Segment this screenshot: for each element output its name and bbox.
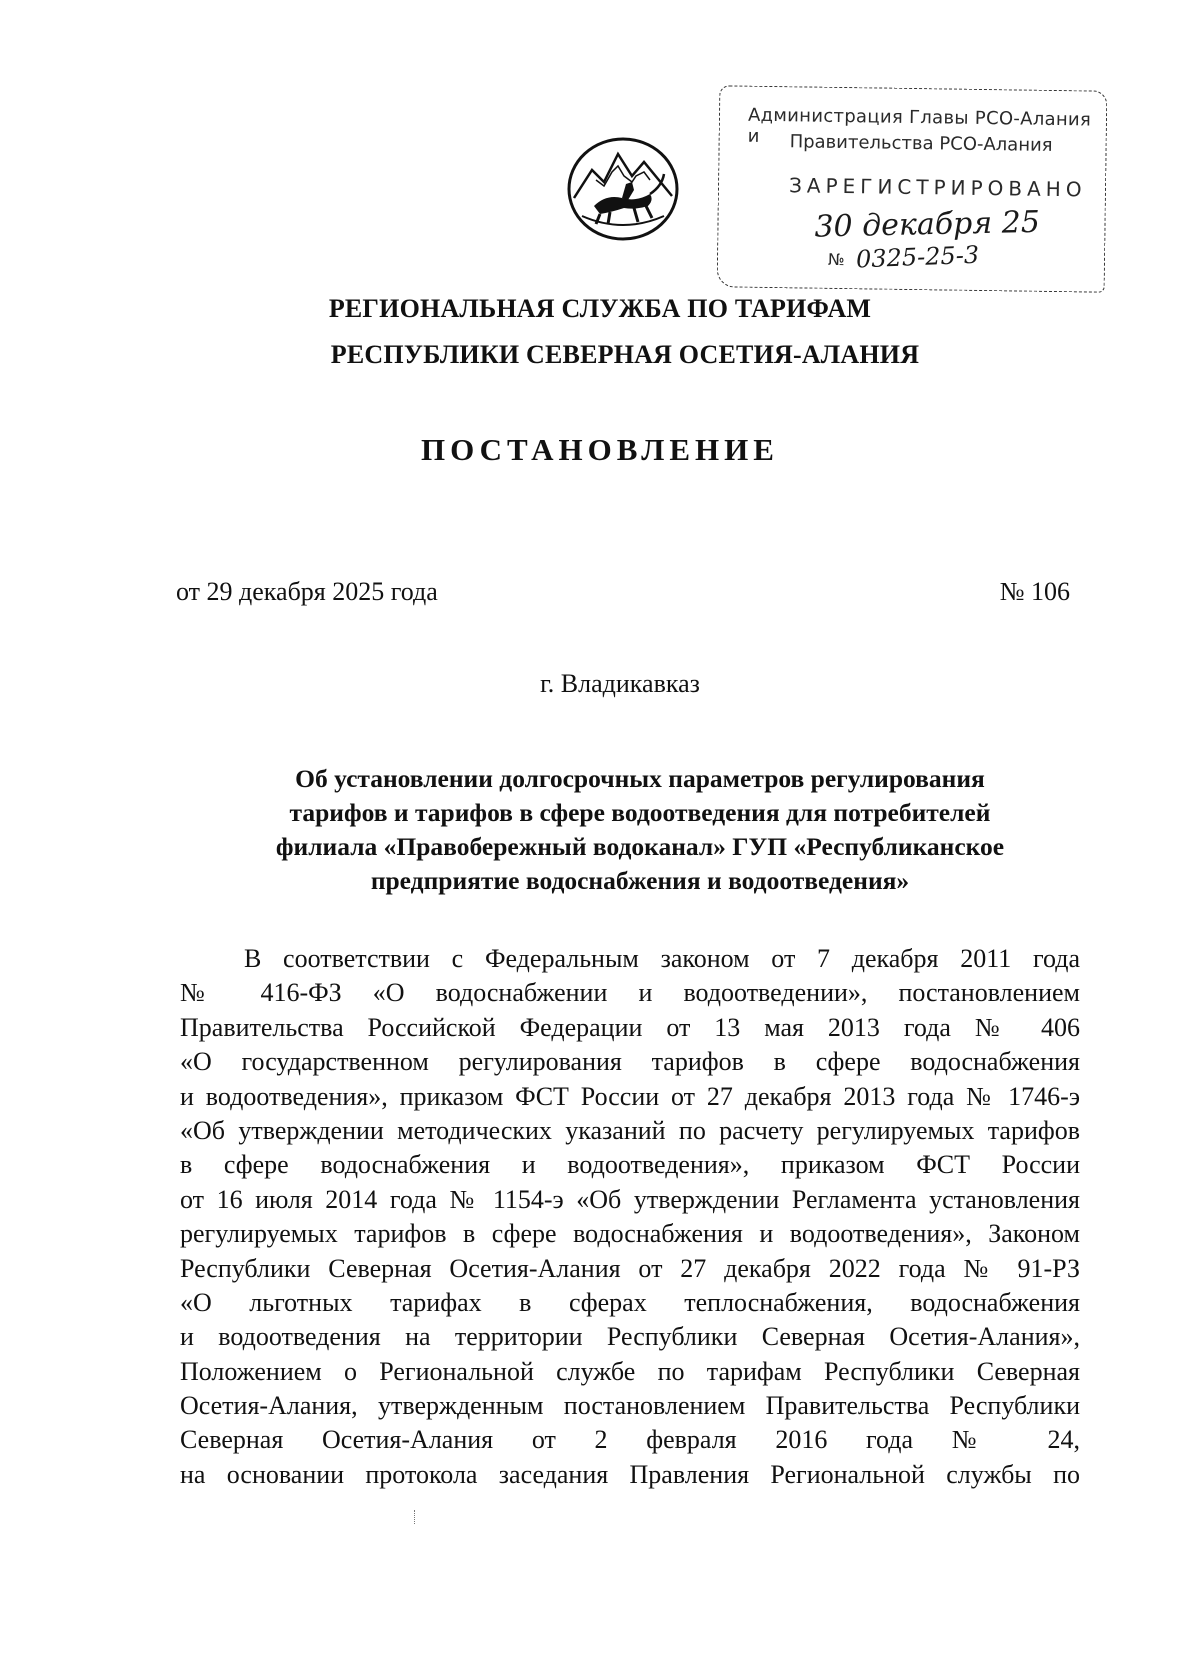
document-type-title: ПОСТАНОВЛЕНИЕ: [421, 432, 779, 467]
body-line: на основании протокола заседания Правления Региональной службы по: [180, 1459, 1080, 1489]
body-line: «О государственном регулирования тарифов в сфере водоснабжения: [180, 1047, 1080, 1077]
subject-line: тарифов и тарифов в сфере водоотведения для потребителей: [289, 798, 991, 827]
registration-stamp: [717, 85, 1108, 292]
agency-name-line1: РЕГИОНАЛЬНАЯ СЛУЖБА ПО ТАРИФАМ: [328, 294, 872, 323]
document-body: [180, 942, 1080, 1492]
body-line: и водоотведения на территории Республики Северная Осетия-Алания»,: [180, 1322, 1080, 1352]
body-line: и водоотведения», приказом ФСТ России от 27 декабря 2013 года № 1746-э: [180, 1081, 1080, 1111]
stamp-handwritten-date: 30 декабря 25: [814, 204, 1041, 245]
body-line: Северная Осетия-Алания от 2 февраля 2016 года № 24,: [180, 1425, 1080, 1455]
scan-artifact-mark: [414, 1510, 417, 1524]
body-line: Правительства Российской Федерации от 13 мая 2013 года № 406: [180, 1012, 1080, 1042]
document-number: № 106: [999, 577, 1070, 606]
agency-name-line2: РЕСПУБЛИКИ СЕВЕРНАЯ ОСЕТИЯ-АЛАНИЯ: [330, 340, 920, 369]
body-line: «Об утверждении методических указаний по расчету регулируемых тарифов: [180, 1115, 1080, 1145]
body-line: в сфере водоснабжения и водоотведения», приказом ФСТ России: [180, 1150, 1080, 1180]
document-subject: [200, 762, 1080, 898]
body-line: № 416-ФЗ «О водоснабжении и водоотведении», постановлением: [180, 978, 1080, 1008]
stamp-number-label: №: [827, 249, 845, 270]
subject-line: предприятие водоснабжения и водоотведения»: [370, 866, 910, 895]
coat-of-arms-emblem: [566, 136, 680, 242]
body-line: от 16 июля 2014 года № 1154-э «Об утверждении Регламента установления: [180, 1184, 1080, 1214]
body-line: Положением о Региональной службе по тарифам Республики Северная: [180, 1356, 1080, 1386]
document-city: г. Владикавказ: [540, 669, 700, 698]
body-line: Республики Северная Осетия-Алания от 27 декабря 2022 года № 91-РЗ: [180, 1253, 1080, 1283]
body-line: В соответствии с Федеральным законом от 7 декабря 2011 года: [244, 944, 1080, 973]
stamp-organization-line1: Администрация Главы РСО-Алания и: [747, 104, 1092, 147]
document-date: от 29 декабря 2025 года: [176, 577, 438, 606]
subject-line: филиала «Правобережный водоканал» ГУП «Республиканское: [275, 832, 1005, 861]
stamp-organization-line2: Правительства РСО-Алания: [789, 131, 1053, 156]
subject-line: Об установлении долгосрочных параметров регулирования: [295, 764, 985, 793]
stamp-registered-label: ЗАРЕГИСТРИРОВАНО: [788, 173, 1087, 202]
body-line: Осетия-Алания, утвержденным постановлением Правительства Республики: [180, 1391, 1080, 1421]
stamp-handwritten-number: 0325-25-3: [855, 240, 980, 274]
body-line: «О льготных тарифах в сферах теплоснабжения, водоснабжения: [180, 1287, 1080, 1317]
body-line: регулируемых тарифов в сфере водоснабжения и водоотведения», Законом: [180, 1219, 1080, 1249]
